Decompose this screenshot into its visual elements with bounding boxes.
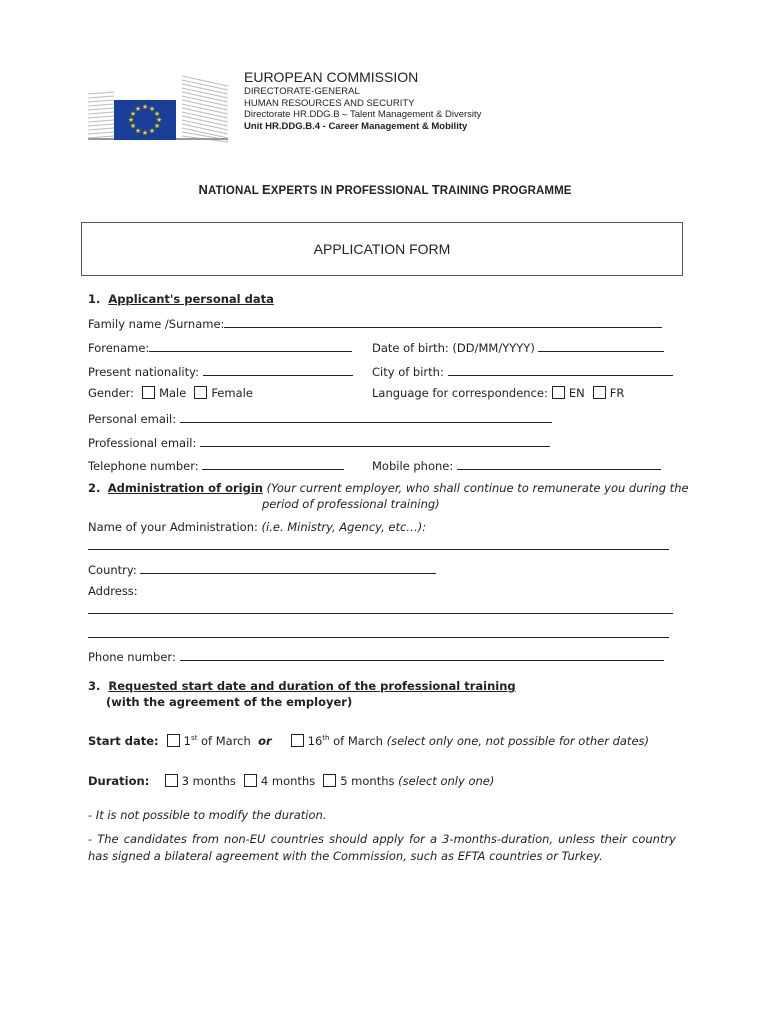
dob-field[interactable] <box>538 339 664 352</box>
svg-text:★: ★ <box>129 110 137 118</box>
admin-name-hint: (i.e. Ministry, Agency, etc…): <box>261 520 427 534</box>
nationality-label: Present nationality: <box>88 365 199 379</box>
language-row <box>372 386 624 400</box>
svg-text:★: ★ <box>155 116 163 124</box>
family-name-label: Family name /Surname: <box>88 317 225 331</box>
start-date-row <box>88 734 649 748</box>
female-label: Female <box>211 386 253 400</box>
admin-name-field[interactable] <box>88 548 669 550</box>
org-name: EUROPEAN COMMISSION <box>244 69 419 85</box>
duration-3-months-checkbox[interactable] <box>165 774 178 787</box>
svg-text:★: ★ <box>148 127 156 135</box>
start-date-note: (select only one, not possible for other dates) <box>386 734 649 748</box>
section2-note: period of professional training) <box>262 497 440 511</box>
city-birth-label: City of birth: <box>372 365 444 379</box>
language-label: Language for correspondence: <box>372 386 548 400</box>
duration-4-months-label: 4 months <box>260 774 316 788</box>
family-name-row <box>88 315 662 331</box>
department: HUMAN RESOURCES AND SECURITY <box>244 97 415 109</box>
family-name-field[interactable] <box>224 315 662 328</box>
duration-note: (select only one) <box>398 774 495 788</box>
address-field-line1[interactable] <box>88 612 673 614</box>
telephone-label: Telephone number: <box>88 459 199 473</box>
address-label: Address: <box>88 584 138 598</box>
section3-subtitle: (with the agreement of the employer) <box>106 695 353 709</box>
gender-label: Gender: <box>88 386 135 400</box>
start-16th-march-label: 16th of March <box>307 734 383 748</box>
duration-3-months-label: 3 months <box>181 774 236 788</box>
start-1st-march-label: 1st of March <box>183 734 251 748</box>
city-birth-field[interactable] <box>448 363 673 376</box>
form-title: APPLICATION FORM <box>313 241 451 257</box>
form-title-box <box>81 222 683 276</box>
section3-heading: 3. Requested start date and duration of the professional training <box>88 679 516 693</box>
forename-label: Forename: <box>88 341 150 355</box>
start-1st-march-checkbox[interactable] <box>167 734 180 747</box>
country-field[interactable] <box>140 561 436 574</box>
personal-email-row <box>88 410 552 426</box>
personal-email-field[interactable] <box>180 410 552 423</box>
personal-email-label: Personal email: <box>88 412 177 426</box>
phone-row <box>88 648 664 664</box>
forename-field[interactable] <box>149 339 352 352</box>
telephone-field[interactable] <box>202 457 344 470</box>
directorate-general: DIRECTORATE-GENERAL <box>244 86 360 97</box>
en-label: EN <box>568 386 585 400</box>
city-birth-row <box>372 363 673 379</box>
unit: Unit HR.DDG.B.4 - Career Management & Mobility <box>244 120 468 132</box>
phone-label: Phone number: <box>88 650 176 664</box>
professional-email-row <box>88 434 550 450</box>
note-duration: - It is not possible to modify the duration. <box>88 808 327 822</box>
admin-name-row <box>88 520 426 534</box>
telephone-row <box>88 457 344 473</box>
nationality-field[interactable] <box>203 363 353 376</box>
directorate: Directorate HR.DDG.B – Talent Management & Diversity <box>244 109 482 120</box>
svg-text:★: ★ <box>141 129 149 137</box>
svg-text:★: ★ <box>153 110 161 118</box>
admin-name-label: Name of your Administration: <box>88 520 258 534</box>
svg-text:★: ★ <box>148 105 156 113</box>
mobile-field[interactable] <box>457 457 661 470</box>
svg-text:★: ★ <box>127 116 135 124</box>
section1-heading: 1. Applicant's personal data <box>88 292 274 306</box>
mobile-row <box>372 457 661 473</box>
female-checkbox[interactable] <box>194 386 207 399</box>
section2-heading: 2. Administration of origin (Your current employer, who shall continue to remunerate you during the <box>88 481 689 495</box>
svg-text:★: ★ <box>129 122 137 130</box>
duration-5-months-checkbox[interactable] <box>323 774 336 787</box>
header-block <box>244 68 481 132</box>
en-checkbox[interactable] <box>552 386 565 399</box>
forename-row <box>88 339 352 355</box>
duration-row <box>88 774 494 788</box>
gender-row <box>88 386 253 400</box>
professional-email-label: Professional email: <box>88 436 197 450</box>
male-label: Male <box>159 386 187 400</box>
start-16th-march-checkbox[interactable] <box>291 734 304 747</box>
fr-checkbox[interactable] <box>593 386 606 399</box>
note-non-eu: - The candidates from non-EU countries should apply for a 3-months-duration, unless their country has signed a bilateral agreement with the Commission, such as EFTA countries or Turkey. <box>88 832 676 863</box>
svg-text:★: ★ <box>134 105 142 113</box>
nationality-row <box>88 363 353 379</box>
european-commission-logo <box>88 74 228 144</box>
duration-5-months-label: 5 months <box>340 774 395 788</box>
phone-field[interactable] <box>180 648 664 661</box>
professional-email-field[interactable] <box>200 434 550 447</box>
duration-4-months-checkbox[interactable] <box>244 774 257 787</box>
svg-text:★: ★ <box>141 103 149 111</box>
start-date-label: Start date: <box>88 734 159 748</box>
address-field-line2[interactable] <box>88 636 669 638</box>
country-row <box>88 561 436 577</box>
fr-label: FR <box>609 386 625 400</box>
country-label: Country: <box>88 563 137 577</box>
dob-row <box>372 339 664 355</box>
svg-text:★: ★ <box>134 127 142 135</box>
male-checkbox[interactable] <box>142 386 155 399</box>
mobile-label: Mobile phone: <box>372 459 454 473</box>
svg-text:★: ★ <box>153 122 161 130</box>
duration-label: Duration: <box>88 774 150 788</box>
or-label: or <box>258 734 272 748</box>
dob-label: Date of birth: (DD/MM/YYYY) <box>372 341 535 355</box>
programme-title: NATIONAL EXPERTS IN PROFESSIONAL TRAINING PROGRAMME <box>198 182 572 197</box>
